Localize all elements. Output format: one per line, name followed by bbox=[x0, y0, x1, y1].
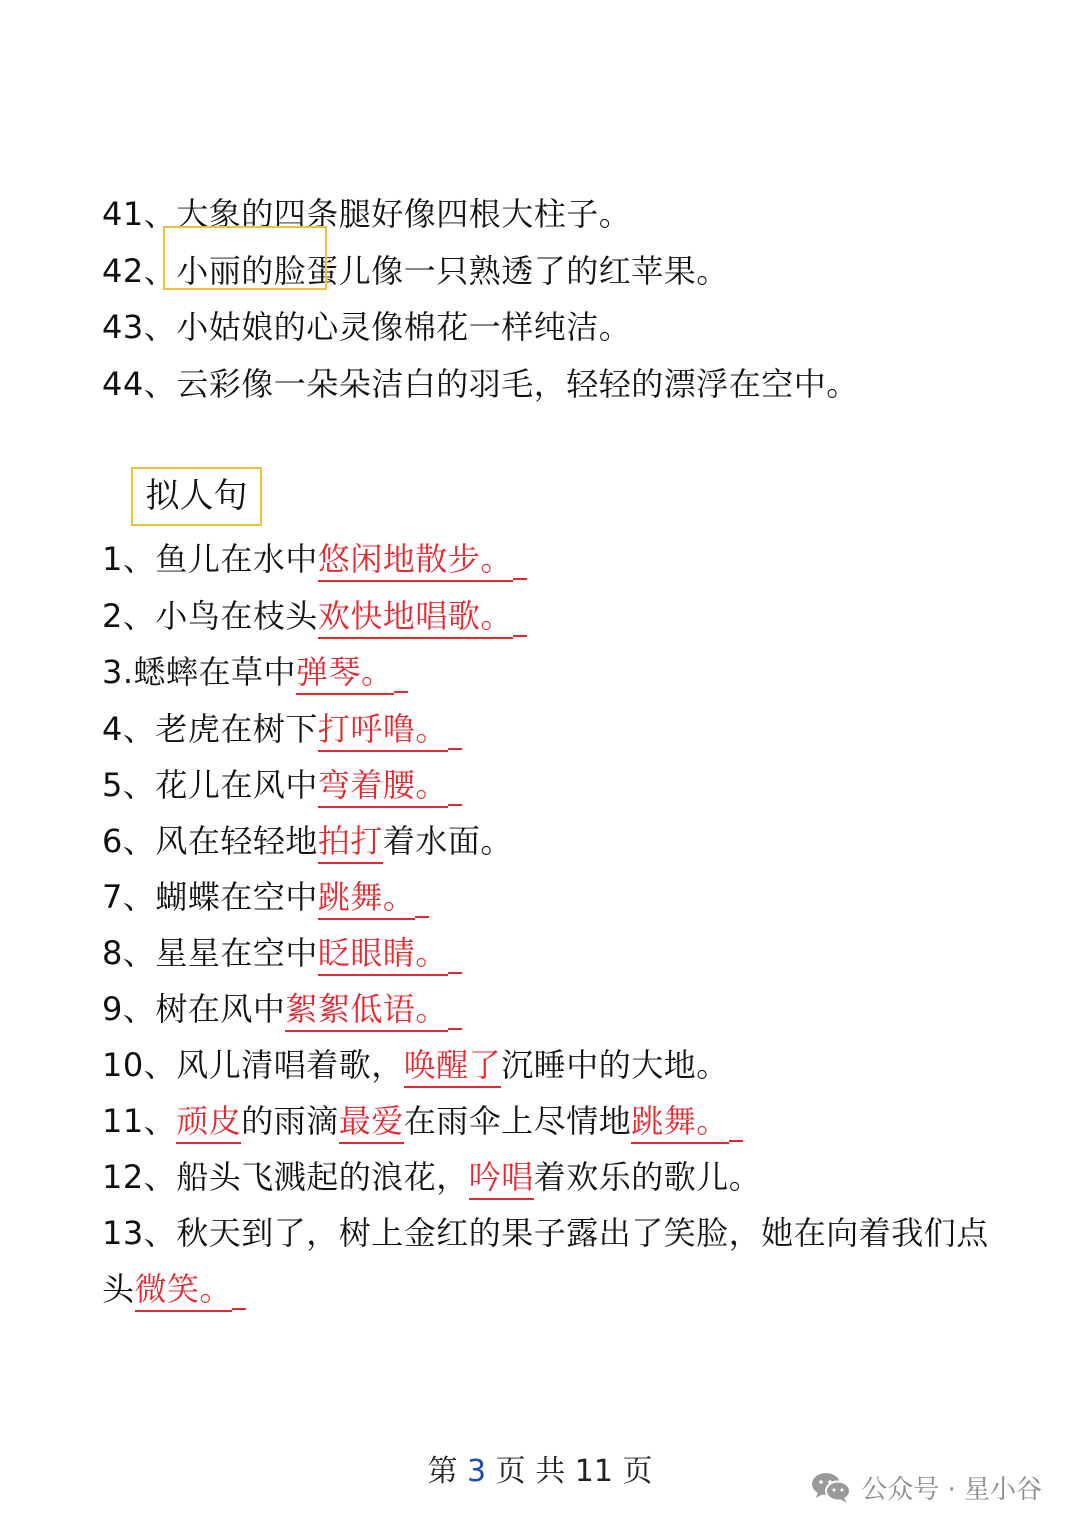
sentence-text: 着欢乐的歌儿。 bbox=[533, 1158, 762, 1196]
answer-text: 絮絮低语。 bbox=[285, 990, 448, 1032]
answer-text: 弯着腰。 bbox=[318, 766, 448, 808]
answer-text: 拍打 bbox=[318, 822, 383, 864]
sentence-text: 的雨滴 bbox=[241, 1102, 339, 1140]
answer-underline bbox=[448, 804, 462, 806]
answer-text: 打呼噜。 bbox=[318, 710, 448, 752]
personification-4 bbox=[102, 709, 462, 750]
sentence-44 bbox=[102, 364, 859, 404]
sentence-number: 44、 bbox=[102, 365, 177, 403]
answer-underline bbox=[448, 972, 462, 974]
current-page-number: 3 bbox=[467, 1454, 487, 1489]
sentence-number: 41、 bbox=[102, 195, 177, 233]
personification-8 bbox=[102, 933, 462, 974]
answer-text: 眨眼睛。 bbox=[318, 934, 448, 976]
answer-text: 弹琴。 bbox=[296, 653, 394, 695]
sentence-text: 花儿在风中 bbox=[155, 766, 318, 804]
sentence-number: 10、 bbox=[102, 1046, 177, 1084]
personification-12 bbox=[102, 1157, 761, 1197]
sentence-number: 9、 bbox=[102, 990, 156, 1028]
personification-7 bbox=[102, 877, 429, 918]
watermark-text: 公众号 · 星小谷 bbox=[861, 1474, 1042, 1505]
answer-text: 顽皮 bbox=[176, 1102, 241, 1144]
answer-text: 跳舞。 bbox=[318, 878, 416, 920]
footer-suffix: 页 bbox=[622, 1454, 653, 1489]
personification-3 bbox=[102, 652, 408, 693]
answer-underline bbox=[513, 578, 527, 580]
sentence-text: 船头飞溅起的浪花， bbox=[176, 1158, 469, 1196]
personification-6 bbox=[102, 821, 513, 861]
sentence-text: 沉睡中的大地。 bbox=[501, 1046, 729, 1084]
answer-text: 唤醒了 bbox=[404, 1046, 502, 1088]
answer-underline bbox=[394, 691, 408, 693]
personification-1 bbox=[102, 539, 527, 580]
sentence-number: 11、 bbox=[102, 1102, 177, 1140]
personification-9 bbox=[102, 989, 462, 1030]
sentence-text: 小姑娘的心灵像棉花一样纯洁。 bbox=[176, 308, 632, 346]
personification-2 bbox=[102, 596, 527, 637]
sentence-43 bbox=[102, 307, 631, 347]
sentence-text: 风儿清唱着歌， bbox=[176, 1046, 404, 1084]
sentence-number: 7、 bbox=[102, 878, 156, 916]
highlight-box bbox=[163, 226, 327, 290]
sentence-text: 风在轻轻地 bbox=[155, 822, 318, 860]
sentence-number: 3. bbox=[102, 653, 134, 691]
section-heading: 拟人句 bbox=[131, 467, 262, 526]
answer-text: 最爱 bbox=[339, 1102, 404, 1144]
sentence-number: 5、 bbox=[102, 766, 156, 804]
total-pages-number: 11 bbox=[574, 1454, 613, 1489]
footer-middle: 页 共 bbox=[495, 1454, 566, 1489]
sentence-number: 12、 bbox=[102, 1158, 177, 1196]
answer-text: 跳舞。 bbox=[631, 1102, 729, 1144]
sentence-text: 小丽的脸蛋儿像一只熟透了的红苹果。 bbox=[176, 252, 729, 290]
sentence-text: 鱼儿在水中 bbox=[155, 540, 318, 578]
sentence-number: 2、 bbox=[102, 597, 156, 635]
answer-text: 吟唱 bbox=[469, 1158, 534, 1200]
answer-underline bbox=[415, 916, 429, 918]
sentence-text: 树在风中 bbox=[155, 990, 286, 1028]
sentence-text: 云彩像一朵朵洁白的羽毛，轻轻的漂浮在空中。 bbox=[176, 365, 859, 403]
sentence-text: 着水面。 bbox=[382, 822, 513, 860]
personification-13 bbox=[102, 1213, 989, 1253]
answer-text: 微笑。 bbox=[135, 1270, 233, 1312]
sentence-text: 小鸟在枝头 bbox=[155, 597, 318, 635]
wechat-icon bbox=[811, 1470, 851, 1504]
sentence-text: 蝴蝶在空中 bbox=[155, 878, 318, 916]
sentence-number: 43、 bbox=[102, 308, 177, 346]
personification-11 bbox=[102, 1101, 743, 1142]
answer-underline bbox=[729, 1140, 743, 1142]
sentence-text: 头 bbox=[102, 1270, 135, 1308]
sentence-number: 6、 bbox=[102, 822, 156, 860]
footer-prefix: 第 bbox=[427, 1454, 458, 1489]
sentence-number: 4、 bbox=[102, 710, 156, 748]
answer-underline bbox=[448, 1028, 462, 1030]
answer-underline bbox=[448, 748, 462, 750]
sentence-text: 大象的四条腿好像四根大柱子。 bbox=[176, 195, 632, 233]
sentence-number: 42、 bbox=[102, 252, 177, 290]
personification-13-continued bbox=[102, 1269, 246, 1310]
personification-5 bbox=[102, 765, 462, 806]
answer-text: 悠闲地散步。 bbox=[318, 540, 513, 582]
answer-text: 欢快地唱歌。 bbox=[318, 597, 513, 639]
answer-underline bbox=[513, 635, 527, 637]
personification-10 bbox=[102, 1045, 729, 1085]
answer-underline bbox=[232, 1308, 246, 1310]
sentence-number: 1、 bbox=[102, 540, 156, 578]
sentence-text: 秋天到了，树上金红的果子露出了笑脸，她在向着我们点 bbox=[176, 1214, 989, 1252]
sentence-text: 在雨伞上尽情地 bbox=[403, 1102, 632, 1140]
sentence-text: 蟋蟀在草中 bbox=[133, 653, 297, 691]
sentence-text: 老虎在树下 bbox=[155, 710, 318, 748]
sentence-number: 13、 bbox=[102, 1214, 177, 1252]
sentence-text: 星星在空中 bbox=[155, 934, 318, 972]
watermark bbox=[811, 1467, 1042, 1507]
sentence-number: 8、 bbox=[102, 934, 156, 972]
